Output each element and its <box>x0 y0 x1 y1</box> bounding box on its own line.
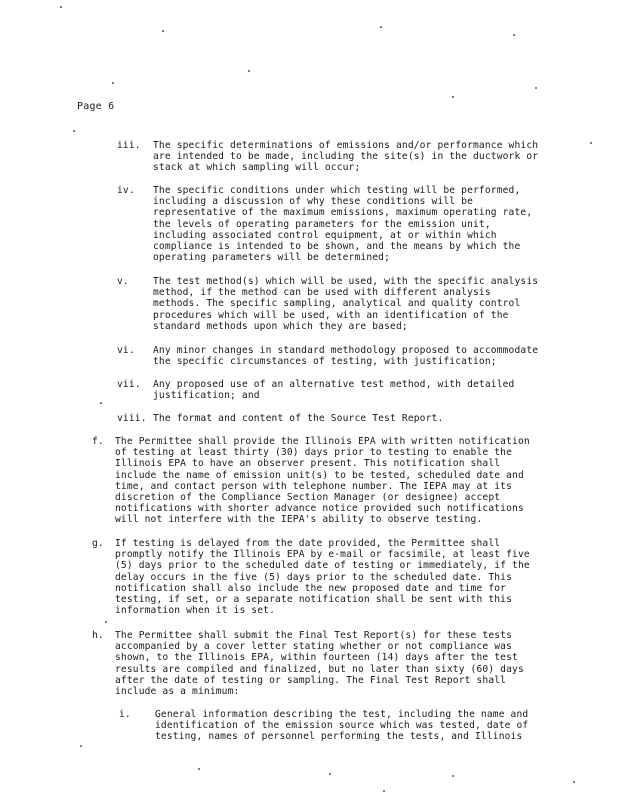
scan-speck <box>105 621 107 623</box>
paragraph-marker: f. <box>92 436 104 447</box>
list-text: Any minor changes in standard methodology proposed to accommodate the specific circumstances of testing, with justification; <box>153 345 539 368</box>
scan-speck <box>590 142 592 144</box>
list-text: General information describing the test, including the name and identification of the emission source which was tested, date of testing, names of personnel performing the tests, and Illinois <box>155 709 529 743</box>
scan-speck <box>162 30 164 32</box>
scan-speck <box>535 87 537 89</box>
scan-speck <box>513 34 515 36</box>
list-marker: i. <box>119 709 131 720</box>
page-number: Page 6 <box>77 101 115 112</box>
scan-speck <box>329 773 331 775</box>
list-text: The specific determinations of emissions and/or performance which are intended to be made, including the site(s) in the ductwork or stack at which sampling will occur; <box>153 140 539 174</box>
paragraph-text: The Permittee shall provide the Illinois EPA with written notification of testing at least thirty (30) days prior to testing to enable the Illinois EPA to have an observer present. This notification shall include the name of emission unit(s) to be tested, scheduled date and time, and contact person with telephone number. The IEPA may at its discretion of the Compliance Section Manager (or designee) accept notifications with shorter advance notice provided such notifications will not interfere with the IEPA's ability to observe testing. <box>115 436 530 526</box>
scan-speck <box>248 70 250 72</box>
scan-speck <box>100 402 102 404</box>
list-text: The test method(s) which will be used, with the specific analysis method, if the method can be used with different analysis methods. The specific sampling, analytical and quality control procedures which will be used, with an identification of the standard methods upon which they are based; <box>153 276 539 332</box>
list-marker: v. <box>117 276 129 287</box>
scan-speck <box>112 82 114 84</box>
list-marker: viii. <box>117 413 147 424</box>
paragraph-marker: g. <box>92 538 104 549</box>
scan-speck <box>198 768 200 770</box>
list-text: The specific conditions under which testing will be performed, including a discussion of why these conditions will be representative of the maximum emissions, maximum operating rate, the levels of operating parameters for the emission unit, including associated control equipment, at or within which compliance is intended to be shown, and the means by which the operating parameters will be determined; <box>153 185 533 264</box>
paragraph-text: The Permittee shall submit the Final Test Report(s) for these tests accompanied by a cover letter stating whether or not compliance was shown, to the Illinois EPA, within fourteen (14) days after the test results are compiled and finalized, but no later than sixty (60) days after the date of testing or sampling. The Final Test Report shall include as a minimum: <box>115 630 524 698</box>
scan-speck <box>80 745 82 747</box>
scan-speck <box>573 781 575 783</box>
list-text: Any proposed use of an alternative test method, with detailed justification; and <box>153 379 515 402</box>
list-marker: iii. <box>117 140 141 151</box>
list-text: The format and content of the Source Test Report. <box>153 413 444 424</box>
paragraph-text: If testing is delayed from the date provided, the Permittee shall promptly notify the Illinois EPA by e-mail or facsimile, at least five (5) days prior to the scheduled date of testing or immediately, if the delay occurs in the five (5) days prior to the scheduled date. This notification shall also include the new proposed date and time for testing, if set, or a separate notification shall be sent with this information when it is set. <box>115 538 530 617</box>
list-marker: iv. <box>117 185 135 196</box>
list-marker: vi. <box>117 345 135 356</box>
scan-speck <box>380 26 382 28</box>
scan-speck <box>383 790 385 792</box>
scan-speck <box>73 130 75 132</box>
scan-speck <box>452 775 454 777</box>
list-marker: vii. <box>117 379 141 390</box>
scan-speck <box>452 96 454 98</box>
scan-speck <box>60 6 62 8</box>
paragraph-marker: h. <box>92 630 104 641</box>
